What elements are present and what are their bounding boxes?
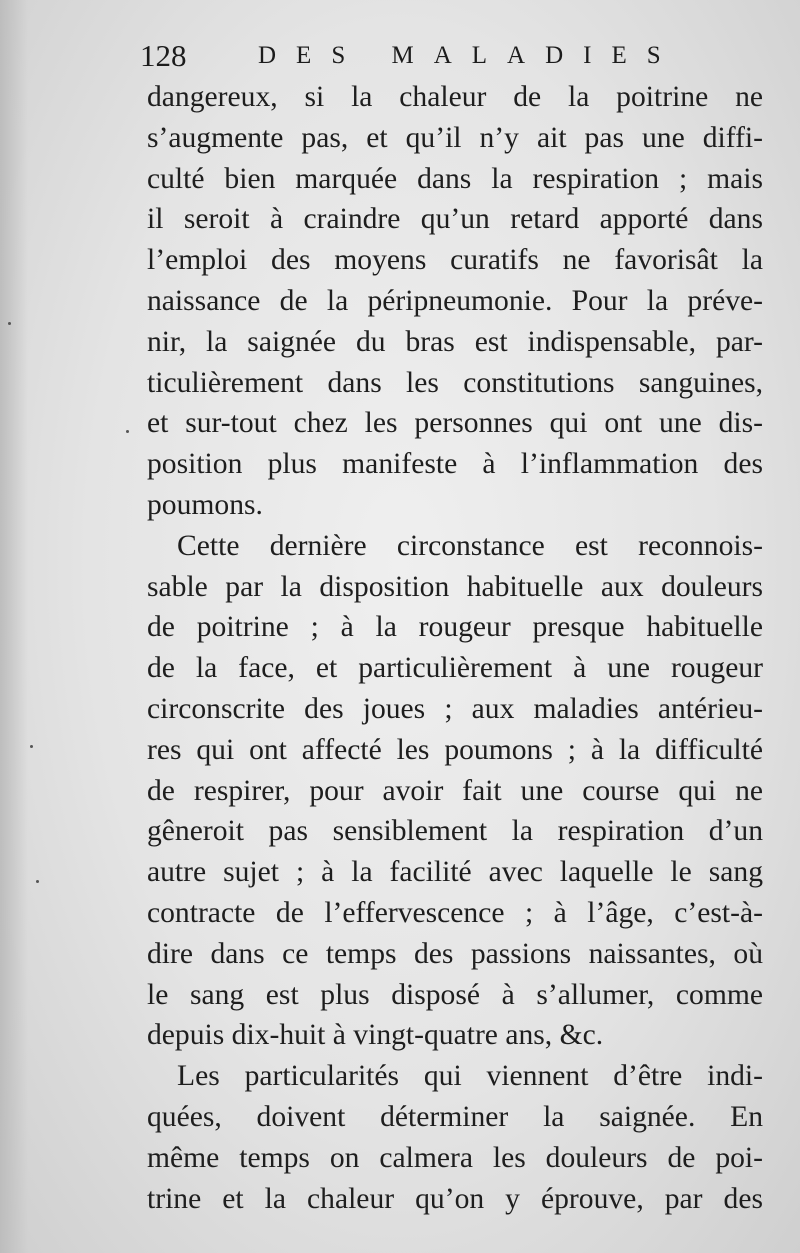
text-line: ticulièrement dans les constitutions sanguines,	[147, 366, 763, 399]
text-line: il seroit à craindre qu’un retard apporté dans	[147, 203, 763, 236]
text-line: nir, la saignée du bras est indispensable, par-	[147, 325, 763, 358]
text-line: dire dans ce temps des passions naissantes, où	[147, 937, 763, 970]
text-line: sable par la disposition habituelle aux douleurs	[147, 570, 763, 603]
text-line: position plus manifeste à l’inflammation des	[147, 448, 763, 481]
page-header	[140, 36, 681, 76]
body-text	[147, 77, 763, 1219]
paragraph-start-line: Les particularités qui viennent d’être indi-	[177, 1060, 763, 1093]
text-line: quées, doivent déterminer la saignée. En	[147, 1100, 763, 1133]
paper-speck	[30, 745, 33, 748]
page-number: 128	[140, 38, 187, 73]
text-line: et sur-tout chez les personnes qui ont une dis-	[147, 407, 763, 440]
paper-speck	[36, 880, 39, 883]
text-line: de poitrine ; à la rougeur presque habituelle	[147, 611, 763, 644]
running-title: DES MALADIES	[258, 42, 681, 69]
text-line: autre sujet ; à la facilité avec laquelle le sang	[147, 856, 763, 889]
text-line: de la face, et particulièrement à une rougeur	[147, 652, 763, 685]
text-line: de respirer, pour avoir fait une course qui ne	[147, 774, 763, 807]
text-line: s’augmente pas, et qu’il n’y ait pas une diffi-	[147, 121, 763, 154]
paragraph-start-line: Cette dernière circonstance est reconnois-	[177, 529, 763, 562]
text-line: trine et la chaleur qu’on y éprouve, par des	[147, 1182, 763, 1215]
text-line: même temps on calmera les douleurs de poi-	[147, 1141, 763, 1174]
text-line: le sang est plus disposé à s’allumer, comme	[147, 978, 763, 1011]
text-line: contracte de l’effervescence ; à l’âge, c’est-à-	[147, 896, 763, 929]
text-line: circonscrite des joues ; aux maladies antérieu-	[147, 692, 763, 725]
page-edge-shadow	[0, 0, 28, 1253]
text-line: culté bien marquée dans la respiration ; mais	[147, 162, 763, 195]
text-line: poumons.	[147, 488, 263, 521]
text-line: naissance de la péripneumonie. Pour la préve-	[147, 284, 763, 317]
paper-speck	[126, 430, 129, 433]
text-line: l’emploi des moyens curatifs ne favorisât la	[147, 244, 763, 277]
text-line: res qui ont affecté les poumons ; à la difficulté	[147, 733, 763, 766]
text-line: dangereux, si la chaleur de la poitrine ne	[147, 81, 763, 113]
paper-speck	[8, 322, 11, 325]
text-line: depuis dix-huit à vingt-quatre ans, &c.	[147, 1019, 604, 1052]
text-line: gêneroit pas sensiblement la respiration d’un	[147, 815, 763, 848]
